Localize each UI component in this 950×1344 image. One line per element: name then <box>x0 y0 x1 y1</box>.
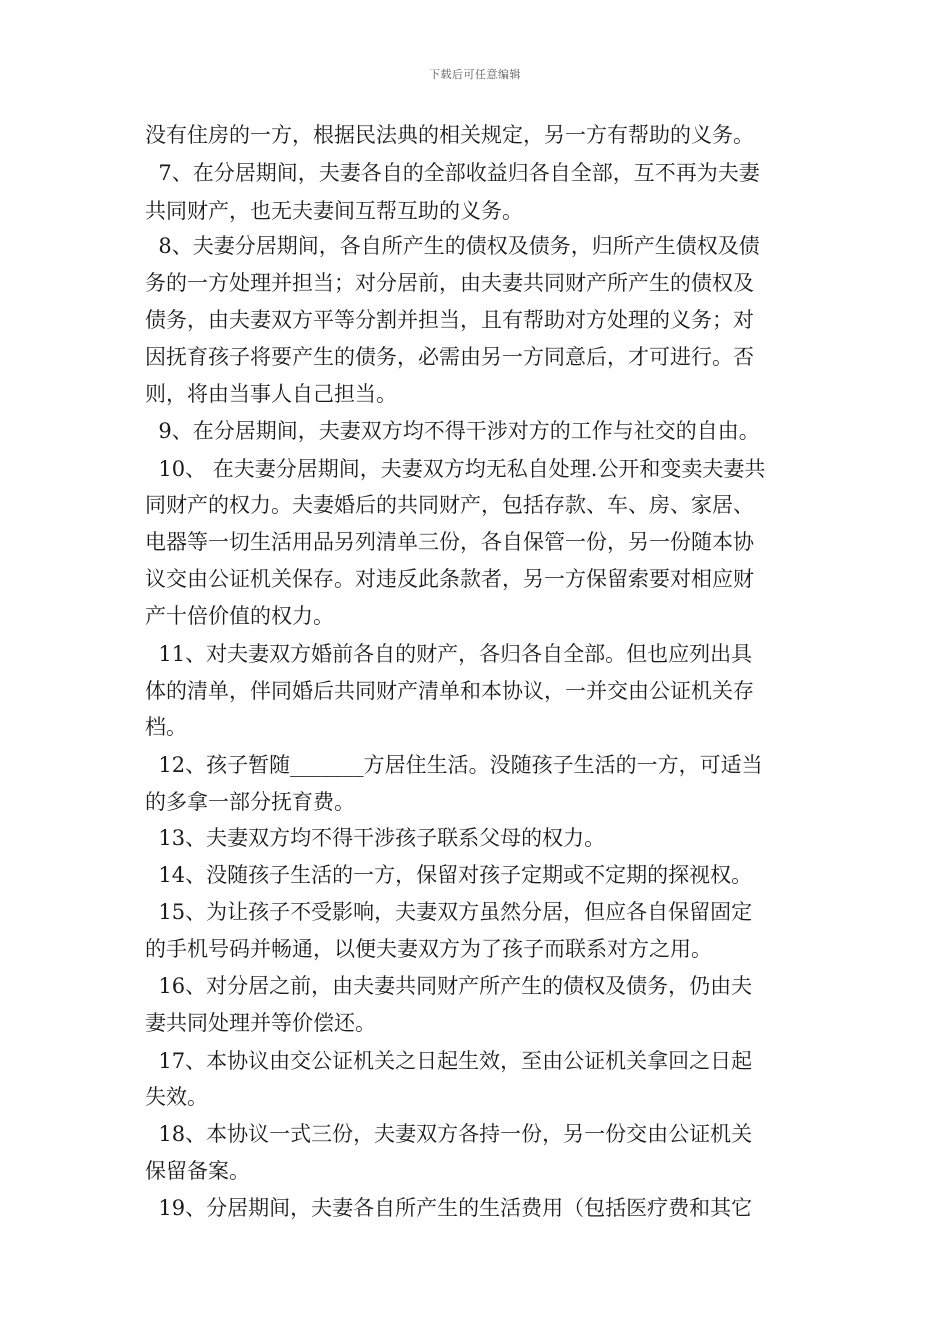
text-line: 16、对分居之前，由夫妻共同财产所产生的债权及债务，仍由夫 <box>145 974 753 998</box>
text-line: 同财产的权力。夫妻婚后的共同财产，包括存款、车、房、家居、 <box>145 493 754 517</box>
text-line: 18、本协议一式三份，夫妻双方各持一份，另一份交由公证机关 <box>145 1122 753 1146</box>
text-line: 失效。 <box>145 1085 208 1109</box>
text-line: 妻共同处理并等价偿还。 <box>145 1011 376 1035</box>
text-line: 电器等一切生活用品另列清单三份，各自保管一份，另一份随本协 <box>145 530 754 554</box>
text-line: 档。 <box>145 715 187 739</box>
text-line: 15、为让孩子不受影响，夫妻双方虽然分居，但应各自保留固定 <box>145 900 753 924</box>
text-line: 共同财产，也无夫妻间互帮互助的义务。 <box>145 199 523 223</box>
text-line: 体的清单，伴同婚后共同财产清单和本协议，一并交由公证机关存 <box>145 679 754 703</box>
page-header: 下载后可任意编辑 <box>429 68 521 81</box>
text-line: 7、在分居期间，夫妻各自的全部收益归各自全部，互不再为夫妻 <box>145 161 760 185</box>
text-line: 产十倍价值的权力。 <box>145 604 334 628</box>
text-line: 议交由公证机关保存。对违反此条款者，另一方保留索要对相应财 <box>145 567 754 591</box>
text-line: 12、孩子暂随_______方居住生活。没随孩子生活的一方，可适当 <box>145 753 763 777</box>
text-line: 保留备案。 <box>145 1159 250 1183</box>
text-line: 的多拿一部分抚育费。 <box>145 790 355 814</box>
text-line: 没有住房的一方，根据民法典的相关规定，另一方有帮助的义务。 <box>145 123 754 147</box>
text-line: 14、没随孩子生活的一方，保留对孩子定期或不定期的探视权。 <box>145 863 753 887</box>
text-line: 11、对夫妻双方婚前各自的财产，各归各自全部。但也应列出具 <box>145 642 753 666</box>
text-line: 因抚育孩子将要产生的债务，必需由另一方同意后，才可进行。否 <box>145 345 754 369</box>
text-line: 务的一方处理并担当；对分居前，由夫妻共同财产所产生的债权及 <box>145 271 754 295</box>
text-line: 10、 在夫妻分居期间，夫妻双方均无私自处理.公开和变卖夫妻共 <box>145 457 766 481</box>
text-line: 则，将由当事人自己担当。 <box>145 382 397 406</box>
text-line: 19、分居期间，夫妻各自所产生的生活费用（包括医疗费和其它 <box>145 1196 753 1220</box>
text-line: 9、在分居期间，夫妻双方均不得干涉对方的工作与社交的自由。 <box>145 419 760 443</box>
text-line: 13、夫妻双方均不得干涉孩子联系父母的权力。 <box>145 826 606 850</box>
text-line: 的手机号码并畅通，以便夫妻双方为了孩子而联系对方之用。 <box>145 937 712 961</box>
text-line: 17、本协议由交公证机关之日起生效，至由公证机关拿回之日起 <box>145 1049 753 1073</box>
text-line: 债务，由夫妻双方平等分割并担当，且有帮助对方处理的义务；对 <box>145 308 754 332</box>
text-line: 8、夫妻分居期间，各自所产生的债权及债务，归所产生债权及债 <box>145 234 760 258</box>
